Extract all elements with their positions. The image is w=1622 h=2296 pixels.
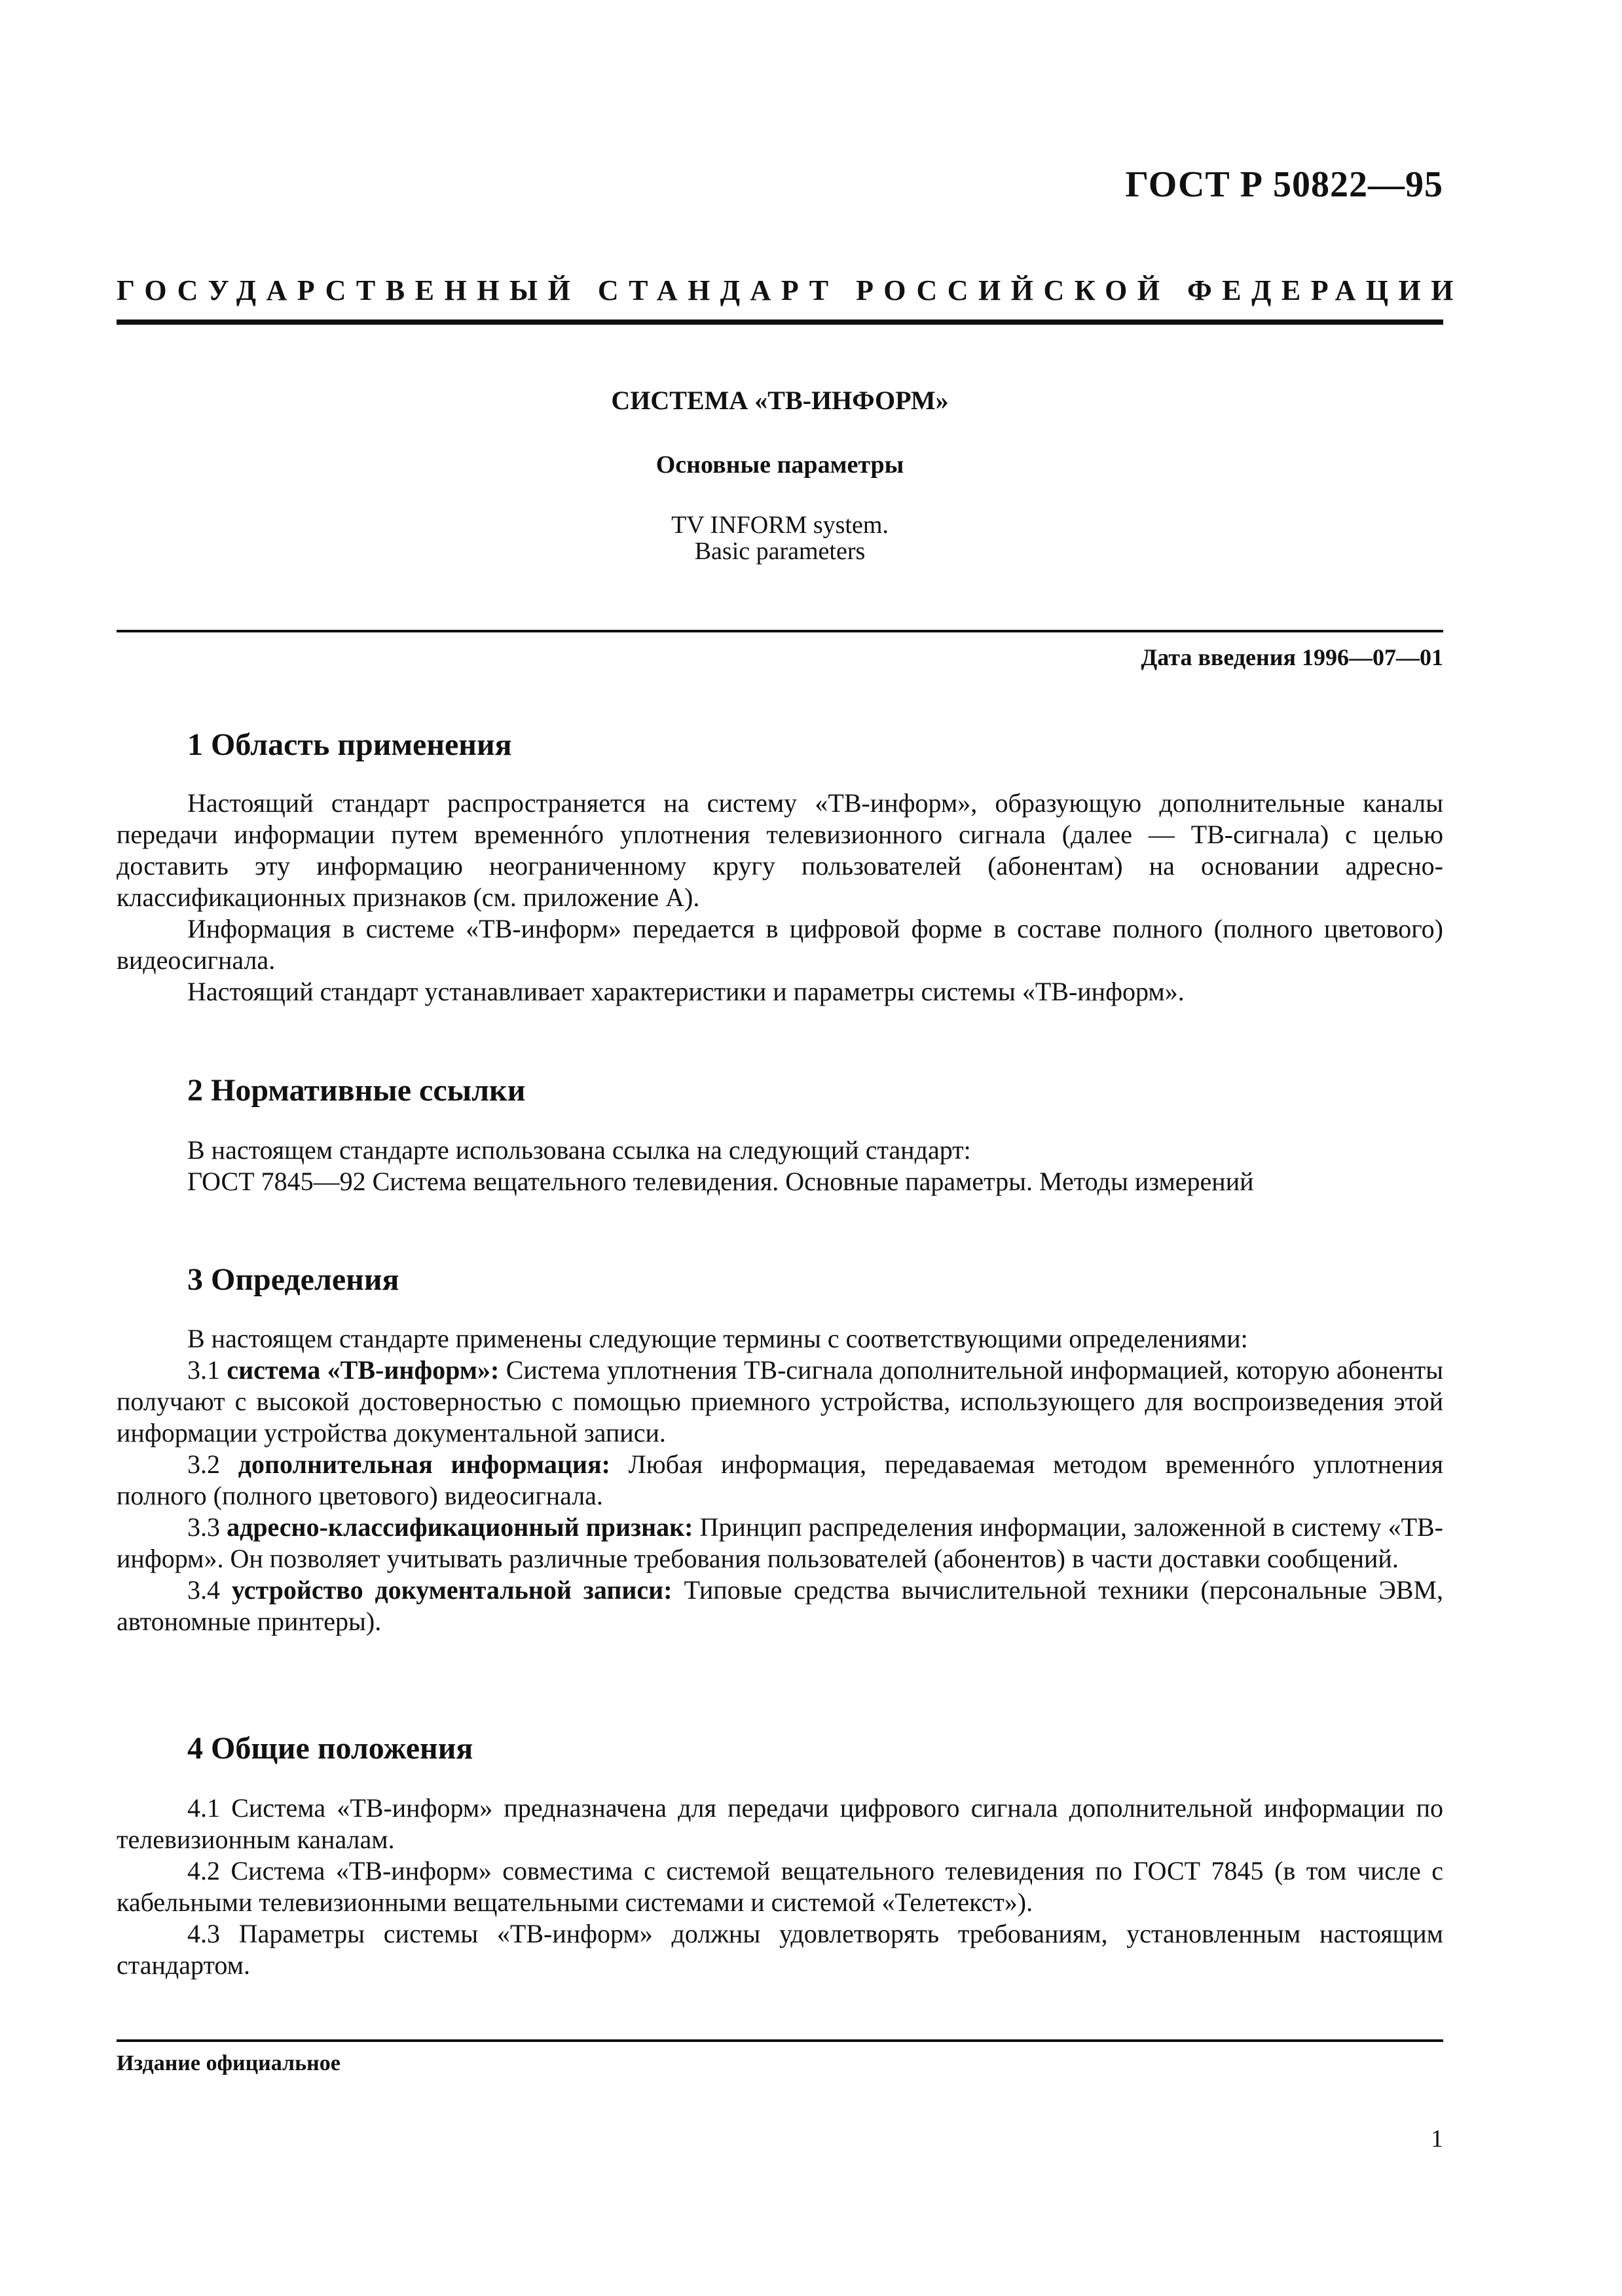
section-2-paragraph-1: В настоящем стандарте использована ссылка на следующий стандарт: [187, 1135, 971, 1165]
definition-text: Типовые средства вычислительной техники (персональные ЭВМ, автономные принтеры). [117, 1575, 1444, 1636]
page-number: 1 [1431, 2125, 1443, 2153]
state-standard-banner: ГОСУДАРСТВЕННЫЙ СТАНДАРТ РОССИЙСКОЙ ФЕДЕРАЦИИ [117, 274, 1464, 306]
definition-number: 3.4 [187, 1575, 220, 1605]
definition-3-2 [117, 1449, 1443, 1512]
definition-term: дополнительная информация: [238, 1449, 610, 1479]
definition-text: Любая информация, передаваемая методом временнóго уплотнения полного (полного цветового) видеосигнала. [117, 1449, 1443, 1510]
section-2-body [117, 1135, 1443, 1197]
section-4-paragraph-3: 4.3 Параметры системы «ТВ-информ» должны удовлетворять требованиям, установленным настоящим стандартом. [117, 1919, 1443, 1980]
section-4-heading: 4 Общие положения [187, 1731, 473, 1766]
footer-rule [117, 2039, 1443, 2042]
section-1-paragraph-3: Настоящий стандарт устанавливает характеристики и параметры системы «ТВ-информ». [187, 977, 1185, 1006]
section-3-heading: 3 Определения [187, 1262, 399, 1297]
document-subtitle: Основные параметры [655, 451, 904, 479]
definition-term: система «ТВ-информ»: [227, 1355, 500, 1385]
section-4-paragraph-2: 4.2 Система «ТВ-информ» совместима с системой вещательного телевидения по ГОСТ 7845 (в том числе с кабельными телевизионными вещательными системами и системой «Телетекст»). [117, 1856, 1443, 1917]
document-number: ГОСТ Р 50822—95 [1125, 164, 1443, 205]
introduction-date: Дата введения 1996—07—01 [1141, 644, 1443, 670]
definition-3-1 [117, 1355, 1443, 1449]
definition-term: адресно-классификационный признак: [227, 1512, 693, 1542]
definition-3-3 [117, 1512, 1443, 1575]
definition-3-4 [117, 1575, 1443, 1637]
english-title-line-1: TV INFORM system. [671, 511, 889, 539]
definition-text: Принцип распределения информации, заложенной в систему «ТВ-информ». Он позволяет учитывать различные требования пользователей (абонентов) в части доставки сообщений. [117, 1512, 1443, 1573]
official-edition-label: Издание официальное [117, 2051, 341, 2075]
section-1-paragraph-2: Информация в системе «ТВ-информ» передается в цифровой форме в составе полного (полного цветового) видеосигнала. [117, 914, 1443, 975]
section-1-paragraph-1: Настоящий стандарт распространяется на систему «ТВ-информ», образующую дополнительные каналы передачи информации путем временнóго уплотнения телевизионного сигнала (далее — ТВ-сигнала) с целью доставить эту информацию неограниченному кругу пользователей (абонентам) на основании адресно-классификационных признаков (см. приложение А). [117, 788, 1443, 912]
definition-number: 3.3 [187, 1512, 220, 1542]
header-rule [117, 319, 1443, 325]
document-title: СИСТЕМА «ТВ-ИНФОРМ» [611, 386, 949, 415]
section-4-body [117, 1793, 1443, 1981]
english-title-line-2: Basic parameters [694, 538, 866, 565]
section-2-reference: ГОСТ 7845—92 Система вещательного телевидения. Основные параметры. Методы измерений [187, 1167, 1254, 1196]
definition-number: 3.1 [187, 1355, 220, 1385]
section-3-body [117, 1323, 1443, 1637]
section-1-body [117, 788, 1443, 1008]
section-2-heading: 2 Нормативные ссылки [187, 1073, 526, 1108]
section-1-heading: 1 Область применения [187, 727, 512, 762]
definition-text: Система уплотнения ТВ-сигнала дополнительной информацией, которую абоненты получают с высокой достоверностью с помощью приемного устройства, использующего для воспроизведения этой информации устройства документальной записи. [117, 1355, 1444, 1448]
definition-term: устройство документальной записи: [231, 1575, 673, 1605]
definition-number: 3.2 [187, 1449, 220, 1479]
title-rule [117, 630, 1443, 632]
section-4-paragraph-1: 4.1 Система «ТВ-информ» предназначена для передачи цифрового сигнала дополнительной информации по телевизионным каналам. [117, 1793, 1443, 1854]
section-3-intro: В настоящем стандарте применены следующие термины с соответствующими определениями: [187, 1324, 1248, 1353]
